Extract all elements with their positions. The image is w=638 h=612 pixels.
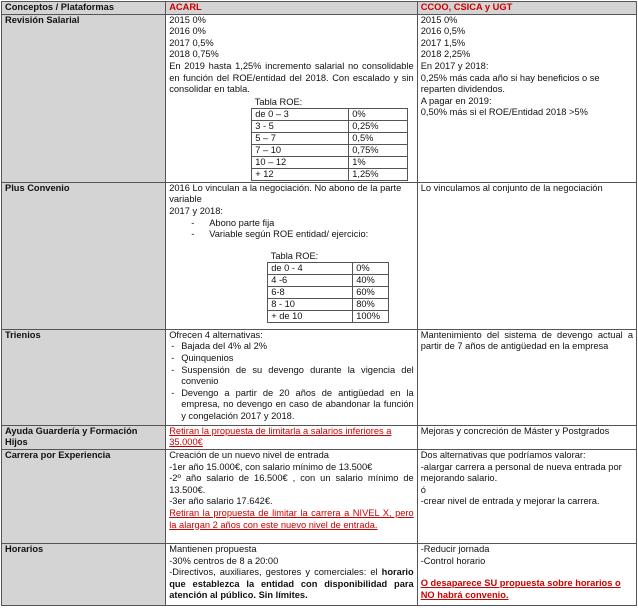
acarl-horarios-line: -30% centros de 8 a 20:00 — [169, 555, 279, 566]
acarl-horarios-plain: -Directivos, auxiliares, gestores y comerciales: el — [169, 567, 378, 578]
acarl-trienios-intro: Ofrecen 4 alternativas: — [169, 329, 263, 340]
header-concepts: Conceptos / Plataformas — [2, 2, 166, 15]
acarl-revision-line: 2015 0% — [169, 14, 206, 25]
row-carrera-experiencia — [2, 449, 637, 543]
roe-row: de 0 - 4 0% — [268, 262, 389, 274]
list-item: - Devengo a partir de 20 años de antigüedad en la empresa, no devengo en caso de abandonar la función y congelación 2017 y 2018. — [169, 388, 414, 423]
comparison-table — [1, 1, 637, 606]
row-plus-convenio — [2, 182, 637, 329]
roe-table-title: Tabla ROE: — [252, 97, 408, 109]
roe-row: de 0 – 3 0% — [252, 108, 408, 120]
unions-revision-line: 0,50% más si el ROE/Entidad 2018 >5% — [420, 107, 588, 118]
unions-revision-paragraph: 0,25% más cada año si hay beneficios o se reparten dividendos. — [420, 72, 600, 95]
acarl-revision-cell — [166, 14, 418, 182]
acarl-horarios-bold: horario que establezca la entidad con disponibilidad para atención al público. Sin límites. — [169, 567, 414, 601]
roe-row: + de 10 100% — [268, 310, 389, 322]
unions-revision-line: A pagar en 2019: — [420, 95, 492, 106]
label-carrera-experiencia: Carrera por Experiencia — [2, 449, 166, 543]
unions-horarios-line: -Control horario — [420, 555, 486, 566]
unions-carrera-line: -crear nivel de entrada y mejorar la carrera. — [420, 496, 600, 507]
roe-row: 5 – 7 0,5% — [252, 132, 408, 144]
list-item: - Suspensión de su devengo durante la vigencia del convenio — [169, 365, 414, 388]
label-trienios: Trienios — [2, 329, 166, 425]
unions-carrera-line: Dos alternativas que podríamos valorar: — [420, 449, 586, 460]
unions-horarios-warning: O desaparece SU propuesta sobre horarios o NO habrá convenio. — [420, 578, 621, 600]
acarl-ayuda-cell: Retiran la propuesta de limitarla a salarios inferiores a 35.000€ — [166, 425, 418, 449]
label-plus-convenio: Plus Convenio — [2, 182, 166, 329]
list-item: - Abono parte fija — [169, 218, 414, 230]
row-horarios — [2, 543, 637, 605]
label-ayuda-guarderia: Ayuda Guardería y Formación Hijos — [2, 425, 166, 449]
roe-table-title: Tabla ROE: — [268, 251, 389, 263]
acarl-carrera-line: -1er año 15.000€, con salario mínimo de 13.500€ — [169, 461, 373, 472]
unions-carrera-line: ó — [420, 484, 426, 495]
acarl-carrera-cell — [166, 449, 418, 543]
list-item: - Quinquenios — [169, 353, 414, 365]
roe-row: 7 – 10 0,75% — [252, 144, 408, 156]
unions-horarios-cell — [417, 543, 636, 605]
unions-plus-cell: Lo vinculamos al conjunto de la negociación — [417, 182, 636, 329]
acarl-carrera-note: Retiran la propuesta de limitar la carrera a NIVEL X, pero la alargan 2 años con este nuevo nivel de entrada. — [169, 507, 414, 530]
acarl-carrera-line: -2º año salario de 16.500€ , con un salario mínimo de 13.500€. — [169, 473, 414, 495]
acarl-revision-line: 2016 0% — [169, 26, 206, 37]
unions-revision-line: 2015 0% — [420, 14, 458, 25]
roe-table-revision — [251, 97, 408, 181]
row-trienios — [2, 329, 637, 425]
acarl-carrera-line: Creación de un nuevo nivel de entrada — [169, 449, 329, 460]
header-acarl: ACARL — [166, 2, 418, 15]
label-revision-salarial: Revisión Salarial — [2, 14, 166, 182]
unions-ayuda-cell: Mejoras y concreción de Máster y Postgrados — [417, 425, 636, 449]
acarl-revision-line: 2017 0,5% — [169, 37, 214, 48]
roe-row: 6-8 60% — [268, 286, 389, 298]
acarl-revision-line: 2018 0,75% — [169, 49, 219, 60]
row-ayuda-guarderia — [2, 425, 637, 449]
unions-trienios-cell: Mantenimiento del sistema de devengo actual a partir de 7 años de antigüedad en la empresa — [417, 329, 636, 425]
label-horarios: Horarios — [2, 543, 166, 605]
list-item: - Variable según ROE entidad/ ejercicio: — [169, 229, 414, 241]
unions-horarios-line: -Reducir jornada — [420, 543, 490, 554]
unions-revision-line: 2017 1,5% — [420, 37, 466, 48]
unions-revision-cell — [417, 14, 636, 182]
acarl-carrera-line: -3er año salario 17.642€. — [169, 496, 273, 507]
acarl-horarios-cell — [166, 543, 418, 605]
header-unions: CCOO, CSICA y UGT — [417, 2, 636, 15]
header-row — [2, 2, 637, 15]
acarl-plus-cell — [166, 182, 418, 329]
list-item: - Bajada del 4% al 2% — [169, 341, 414, 353]
unions-revision-line: 2016 0,5% — [420, 26, 466, 37]
acarl-horarios-paragraph — [169, 567, 414, 602]
acarl-trienios-cell — [166, 329, 418, 425]
roe-row: 10 – 12 1% — [252, 156, 408, 168]
roe-row: + 12 1,25% — [252, 168, 408, 180]
acarl-plus-list — [169, 218, 414, 241]
roe-table-plus — [267, 251, 389, 323]
acarl-plus-line: 2017 y 2018: — [169, 205, 223, 216]
row-revision-salarial — [2, 14, 637, 182]
unions-revision-line: 2018 2,25% — [420, 49, 471, 60]
roe-row: 4 -6 40% — [268, 274, 389, 286]
acarl-plus-paragraph: 2016 Lo vinculan a la negociación. No abono de la parte variable — [169, 182, 402, 205]
unions-revision-line: En 2017 y 2018: — [420, 60, 489, 71]
roe-row: 3 - 5 0,25% — [252, 120, 408, 132]
unions-carrera-cell — [417, 449, 636, 543]
unions-carrera-line: -alargar carrera a personal de nueva entrada por mejorando salario. — [420, 461, 622, 484]
roe-row: 8 - 10 80% — [268, 298, 389, 310]
acarl-horarios-line: Mantienen propuesta — [169, 543, 257, 554]
acarl-trienios-list — [169, 341, 414, 422]
acarl-revision-paragraph: En 2019 hasta 1,25% incremento salarial no consolidable en función del ROE/entidad del 2018. Con escalado y sin consolidar en tabla. — [169, 60, 414, 95]
